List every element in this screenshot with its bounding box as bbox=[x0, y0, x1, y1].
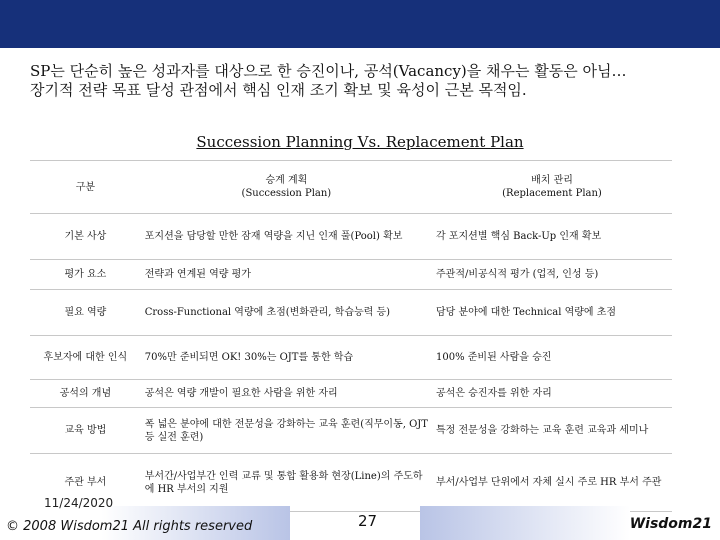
table-row bbox=[30, 380, 672, 408]
replacement-cell: 부서/사업부 단위에서 자체 실시 주로 HR 부서 주관 bbox=[432, 454, 672, 512]
header-category bbox=[30, 161, 141, 214]
row-label: 주관 부서 bbox=[30, 454, 141, 512]
succession-cell: 공석은 역량 개발이 필요한 사람을 위한 자리 bbox=[141, 380, 432, 408]
copyright-text: © 2008 Wisdom21 All rights reserved bbox=[6, 519, 253, 534]
header-replacement-line1: 배치 관리 bbox=[531, 175, 573, 186]
brand-logo-text: Wisdom21 bbox=[629, 516, 712, 532]
intro-line-1: SP는 단순히 높은 성과자를 대상으로 한 승진이나, 공석(Vacancy)을 채우는 활동은 아님… bbox=[30, 62, 627, 80]
replacement-cell: 주관적/비공식적 평가 (업적, 인성 등) bbox=[432, 260, 672, 290]
comparison-table bbox=[30, 160, 672, 512]
header-bar bbox=[0, 0, 720, 48]
table-row bbox=[30, 260, 672, 290]
page-number: 27 bbox=[358, 512, 378, 530]
header-replacement bbox=[432, 161, 672, 214]
table-row bbox=[30, 454, 672, 512]
table-header-row bbox=[30, 161, 672, 214]
table-row bbox=[30, 336, 672, 380]
table-row bbox=[30, 290, 672, 336]
section-subtitle: Succession Planning Vs. Replacement Plan bbox=[196, 133, 524, 151]
row-label: 교육 방법 bbox=[30, 408, 141, 454]
replacement-cell: 담당 분야에 대한 Technical 역량에 초점 bbox=[432, 290, 672, 336]
header-succession-line2: (Succession Plan) bbox=[241, 188, 332, 199]
intro-line-2: 장기적 전략 목표 달성 관점에서 핵심 인재 조기 확보 및 육성이 근본 목적임. bbox=[30, 81, 527, 99]
succession-cell: 포지션을 담당할 만한 잠재 역량을 지닌 인재 풀(Pool) 확보 bbox=[141, 214, 432, 260]
replacement-cell: 특정 전문성을 강화하는 교육 훈련 교육과 세미나 bbox=[432, 408, 672, 454]
header-category-label: 구분 bbox=[75, 181, 96, 193]
succession-cell: 폭 넓은 분야에 대한 전문성을 강화하는 교육 훈련(직무이동, OJT 등 실전 훈련) bbox=[141, 408, 432, 454]
slide-date: 11/24/2020 bbox=[44, 496, 114, 510]
row-label: 평가 요소 bbox=[30, 260, 141, 290]
footer-gradient-right bbox=[420, 506, 630, 540]
succession-cell: 전략과 연계된 역량 평가 bbox=[141, 260, 432, 290]
table-row bbox=[30, 408, 672, 454]
header-succession bbox=[141, 161, 432, 214]
replacement-cell: 100% 준비된 사람을 승진 bbox=[432, 336, 672, 380]
intro-text bbox=[30, 62, 710, 100]
header-replacement-line2: (Replacement Plan) bbox=[502, 188, 602, 199]
replacement-cell: 각 포지션별 핵심 Back-Up 인재 확보 bbox=[432, 214, 672, 260]
succession-cell: 70%만 준비되면 OK! 30%는 OJT를 통한 학습 bbox=[141, 336, 432, 380]
row-label: 공석의 개념 bbox=[30, 380, 141, 408]
header-succession-line1: 승계 계획 bbox=[265, 175, 308, 186]
row-label: 필요 역량 bbox=[30, 290, 141, 336]
succession-cell: 부서간/사업부간 인력 교류 및 통합 활용화 현장(Line)의 주도하에 HR 부서의 지원 bbox=[141, 454, 432, 512]
row-label: 기본 사상 bbox=[30, 214, 141, 260]
replacement-cell: 공석은 승진자를 위한 자리 bbox=[432, 380, 672, 408]
row-label: 후보자에 대한 인식 bbox=[30, 336, 141, 380]
table-row bbox=[30, 214, 672, 260]
succession-cell: Cross-Functional 역량에 초점(변화관리, 학습능력 등) bbox=[141, 290, 432, 336]
